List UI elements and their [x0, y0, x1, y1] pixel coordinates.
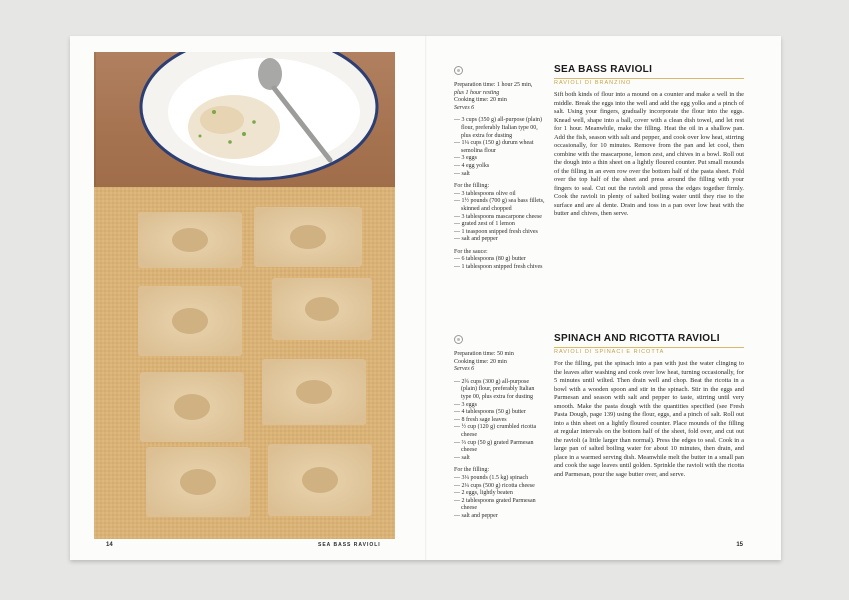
ingredient-item: — 2 eggs, lightly beaten: [454, 490, 513, 497]
recipe-title: SPINACH AND RICOTTA RAVIOLI: [554, 333, 720, 344]
sauce-label: For the sauce:: [454, 248, 488, 255]
meta-line: plus 1 hour resting: [454, 89, 500, 96]
ingredient-item: — 2¾ cups (300 g) all-purpose (plain) flour, preferably Italian type 00, plus extra for dusting: [454, 378, 535, 400]
meta-line: Serves 6: [454, 104, 475, 111]
gutter: [425, 36, 427, 560]
filling-label: For the filling:: [454, 467, 489, 474]
meta-line: Serves 6: [454, 366, 475, 373]
recipe-sea-bass: [454, 64, 744, 271]
recipe-marker-icon: [454, 335, 463, 344]
ingredient-item: — 3 eggs: [454, 401, 477, 408]
ingredient-item: — 1¼ cups (150 g) durum wheat semolina flour: [454, 140, 534, 154]
ingredient-item: — 1 tablespoon snipped fresh chives: [454, 264, 543, 271]
recipe-meta: [454, 351, 546, 374]
method-text: For the filling, put the spinach into a pan with just the water clinging to the leaves after washing and cook over low heat, turning occasionally, for 5 minutes until wilted. Then drain well and chop. Beat the ricotta in a bowl with a wooden spoon and stir in the spinach. Stir in the eggs and Parmesan and season with salt and pepper to taste, stirring until very smooth. Make the pasta dough with the quantities specified (see Fresh Pasta Dough, page 139) using the flour, eggs, and a pinch of salt. Roll out into a thin sheet on a lightly floured counter. Place mounds of the filling at regular intervals on the bottom half of the sheet, fold over, and cut out the ravioli (a little larger than normal). Press the edges to seal. Cook in a large pan of salted boiling water for about 10 minutes, then drain, and place in a warmed serving dish. Meanwhile melt the butter in a small pan and cook the sage leaves until golden. Sprinkle the ravioli with the ricotta and Parmesan, pour the sage butter over, and serve.: [554, 360, 744, 478]
book-spread: [70, 36, 781, 560]
ingredient-item: — 1 teaspoon snipped fresh chives: [454, 228, 538, 235]
ingredient-item: — salt and pepper: [454, 236, 498, 243]
ingredient-item: — 6 tablespoons (80 g) butter: [454, 256, 526, 263]
ingredient-item: — 3 cups (350 g) all-purpose (plain) flour, preferably Italian type 00, plus extra for dusting: [454, 117, 542, 139]
ravioli-illustration: [94, 52, 395, 539]
ingredient-list: [454, 117, 546, 178]
page-number-left: 14: [106, 542, 113, 548]
running-head: SEA BASS RAVIOLI: [318, 542, 381, 548]
ingredient-item: — salt and pepper: [454, 512, 498, 519]
ingredient-item: — 3 eggs: [454, 155, 477, 162]
ingredients-column: [454, 82, 546, 272]
recipe-meta: [454, 82, 546, 112]
ravioli-photo: [94, 52, 395, 539]
ingredient-item: — 3 tablespoons olive oil: [454, 190, 516, 197]
ingredient-item: — 4 tablespoons (50 g) butter: [454, 409, 526, 416]
page-number-right: 15: [736, 542, 743, 548]
ingredient-item: — 4 egg yolks: [454, 162, 490, 169]
meta-line: Preparation time: 50 min: [454, 351, 514, 357]
ingredients-column: [454, 351, 546, 520]
ingredient-item: — 2 tablespoons grated Parmesan cheese: [454, 497, 536, 512]
filling-label: For the filling:: [454, 183, 489, 190]
ingredient-item: — grated zest of 1 lemon: [454, 221, 515, 228]
recipe-title: SEA BASS RAVIOLI: [554, 64, 653, 75]
ingredient-list: [454, 379, 546, 463]
ingredient-item: — ½ cup (120 g) crumbled ricotta cheese: [454, 424, 537, 438]
ingredient-item: — ⅔ cup (50 g) grated Parmesan cheese: [454, 439, 534, 454]
ingredient-item: — 3 tablespoons mascarpone cheese: [454, 213, 542, 220]
title-rule: [554, 347, 744, 348]
recipe-spinach-ricotta: [454, 333, 744, 519]
recipe-marker-icon: [454, 66, 463, 75]
meta-line: Cooking time: 20 min: [454, 358, 507, 365]
filling-list: [454, 191, 546, 244]
ingredient-item: — 1½ pounds (700 g) sea bass fillets, skinned and chopped: [454, 198, 545, 212]
ingredient-item: — 3¼ pounds (1.5 kg) spinach: [454, 474, 529, 481]
recipe-subtitle: RAVIOLI DI BRANZINO: [554, 80, 632, 86]
ingredient-item: — 8 fresh sage leaves: [454, 416, 507, 423]
ingredient-item: — salt: [454, 170, 470, 177]
sauce-list: [454, 256, 546, 271]
filling-list: [454, 475, 546, 521]
method-text: Sift both kinds of flour into a mound on a counter and make a well in the middle. Break the eggs into the well and add the egg yolks and a pinch of salt. Using your fingers, gradually incorporate the flour into the eggs. Knead well, shape into a ball, cover with a clean dish towel, and let rest for 1 hour. Meanwhile, make the filling. Heat the oil in a shallow pan. Add the fish, season with salt and pepper, and cook over low heat, stirring occasionally, for 10 minutes. Remove from the pan and let cool, then combine with the mascarpone, lemon zest, and chives in a bowl. Roll out the dough into a thin sheet on a lightly floured counter. Put small mounds of the filling in an even row over the bottom half of the pasta sheet. Fold over the top half of the sheet and press around the filling with your fingers to seal. Cut out the ravioli and press the edges together firmly. Cook the ravioli in plenty of salted boiling water until they rise to the surface and are al dente. Drain and toss in a pan over low heat with the butter and chives, then serve.: [554, 91, 744, 217]
recipe-subtitle: RAVIOLI DI SPINACI E RICOTTA: [554, 349, 665, 355]
title-rule: [554, 78, 744, 79]
meta-line: Cooking time: 20 min: [454, 97, 507, 104]
ingredient-item: — salt: [454, 454, 470, 461]
meta-line: Preparation time: 1 hour 25 min,: [454, 82, 533, 88]
ingredient-item: — 2¼ cups (500 g) ricotta cheese: [454, 482, 535, 489]
